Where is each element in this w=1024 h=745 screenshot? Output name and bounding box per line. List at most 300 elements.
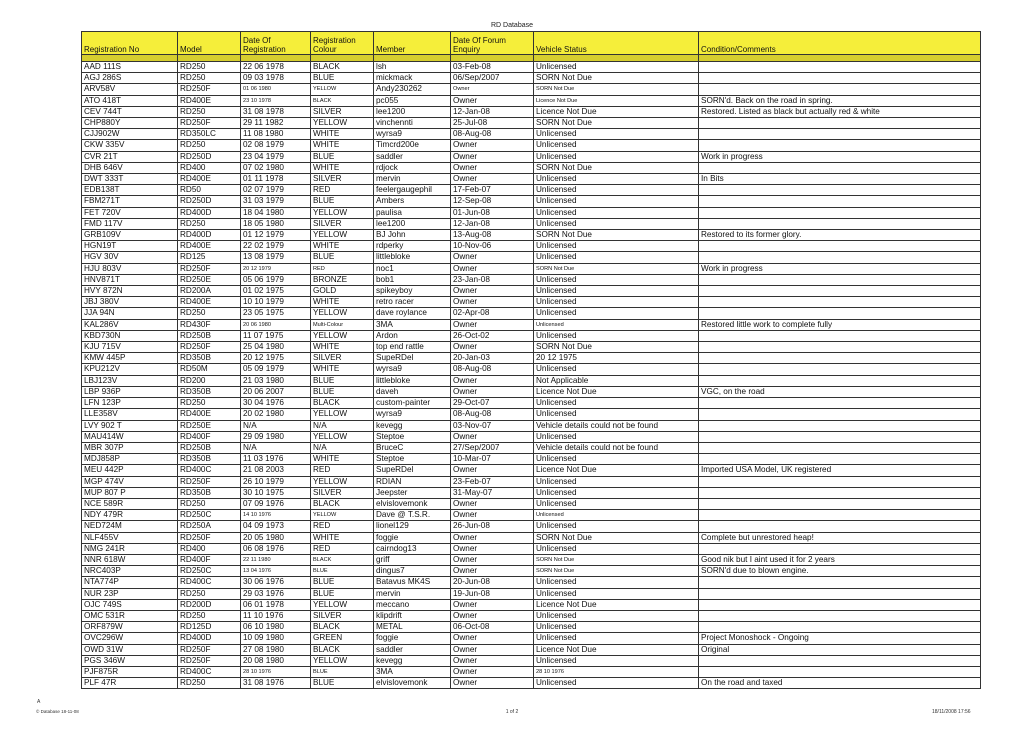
cell-date-of-registration: N/A xyxy=(241,420,311,431)
cell-date-of-registration: 30 04 1976 xyxy=(241,398,311,409)
cell-model: RD250F xyxy=(178,532,241,543)
cell-vehicle-status: Licence Not Due xyxy=(534,465,699,476)
cell-vehicle-status: Licence Not Due xyxy=(534,106,699,117)
cell-date-of-forum-enquiry: Owner xyxy=(451,678,534,689)
cell-vehicle-status: 20 12 1975 xyxy=(534,353,699,364)
cell-member: SupeRDel xyxy=(374,353,451,364)
cell-registration-colour: YELLOW xyxy=(311,330,374,341)
cell-date-of-registration: 01 12 1979 xyxy=(241,230,311,241)
print-date: 18/11/2008 17:56 xyxy=(932,709,971,715)
cell-registration-no: MDJ858P xyxy=(82,454,178,465)
cell-registration-colour: BLACK xyxy=(311,62,374,73)
cell-registration-no: DHB 646V xyxy=(82,162,178,173)
cell-member: BJ John xyxy=(374,230,451,241)
cell-date-of-registration: 09 03 1978 xyxy=(241,73,311,84)
cell-registration-colour: BLACK xyxy=(311,498,374,509)
cell-registration-colour: BLACK xyxy=(311,554,374,565)
cell-condition-comments xyxy=(699,666,981,677)
cell-vehicle-status: Unlicensed xyxy=(534,196,699,207)
cell-registration-colour: BLUE xyxy=(311,666,374,677)
cell-registration-no: CKW 335V xyxy=(82,140,178,151)
cell-condition-comments xyxy=(699,286,981,297)
cell-member: Ambers xyxy=(374,196,451,207)
cell-date-of-forum-enquiry: Owner xyxy=(451,554,534,565)
cell-registration-no: CEV 744T xyxy=(82,106,178,117)
table-row xyxy=(82,84,981,95)
cell-member: Dave @ T.S.R. xyxy=(374,510,451,521)
cell-model: RD250 xyxy=(178,140,241,151)
cell-date-of-registration: 30 10 1975 xyxy=(241,487,311,498)
cell-vehicle-status: 28 10 1976 xyxy=(534,666,699,677)
table-row xyxy=(82,532,981,543)
cell-registration-colour: YELLOW xyxy=(311,510,374,521)
cell-registration-colour: WHITE xyxy=(311,129,374,140)
cell-condition-comments xyxy=(699,610,981,621)
cell-date-of-forum-enquiry: Owner xyxy=(451,644,534,655)
table-row xyxy=(82,73,981,84)
cell-vehicle-status: Unlicensed xyxy=(534,543,699,554)
cell-date-of-forum-enquiry: 03-Nov-07 xyxy=(451,420,534,431)
cell-date-of-forum-enquiry: 17-Feb-07 xyxy=(451,185,534,196)
cell-vehicle-status: Unlicensed xyxy=(534,521,699,532)
cell-condition-comments xyxy=(699,185,981,196)
cell-date-of-registration: 26 10 1979 xyxy=(241,476,311,487)
cell-date-of-registration: 29 09 1980 xyxy=(241,431,311,442)
cell-condition-comments xyxy=(699,241,981,252)
cell-registration-no: NUR 23P xyxy=(82,588,178,599)
cell-date-of-forum-enquiry: 06/Sep/2007 xyxy=(451,73,534,84)
page-number: 1 of 2 xyxy=(505,709,519,715)
table-row xyxy=(82,666,981,677)
cell-member: retro racer xyxy=(374,297,451,308)
cell-condition-comments xyxy=(699,274,981,285)
cell-registration-no: CHP880Y xyxy=(82,118,178,129)
cell-date-of-registration: 31 03 1979 xyxy=(241,196,311,207)
table-row xyxy=(82,106,981,117)
cell-date-of-forum-enquiry: 26-Jun-08 xyxy=(451,521,534,532)
cell-model: RD400E xyxy=(178,174,241,185)
cell-condition-comments: In Bits xyxy=(699,174,981,185)
cell-model: RD250F xyxy=(178,655,241,666)
cell-registration-no: LBP 936P xyxy=(82,386,178,397)
cell-date-of-forum-enquiry: Owner xyxy=(451,140,534,151)
cell-member: daveh xyxy=(374,386,451,397)
cell-registration-colour: YELLOW xyxy=(311,476,374,487)
table-row xyxy=(82,610,981,621)
cell-condition-comments: Good nik but I aint used it for 2 years xyxy=(699,554,981,565)
cell-condition-comments: SORN'd due to blown engine. xyxy=(699,566,981,577)
table-row xyxy=(82,364,981,375)
cell-condition-comments xyxy=(699,454,981,465)
cell-registration-no: FMD 117V xyxy=(82,218,178,229)
cell-vehicle-status: Unlicensed xyxy=(534,286,699,297)
table-row xyxy=(82,319,981,330)
cell-vehicle-status: SORN Not Due xyxy=(534,162,699,173)
cell-registration-no: ATO 418T xyxy=(82,95,178,106)
cell-registration-colour: BLACK xyxy=(311,398,374,409)
footer-source: © Database 18-11-08 xyxy=(36,709,79,714)
cell-condition-comments xyxy=(699,442,981,453)
table-row xyxy=(82,375,981,386)
cell-vehicle-status: Unlicensed xyxy=(534,252,699,263)
cell-date-of-registration: 10 09 1980 xyxy=(241,633,311,644)
cell-registration-no: PJF875R xyxy=(82,666,178,677)
cell-member: top end rattle xyxy=(374,342,451,353)
cell-condition-comments xyxy=(699,543,981,554)
cell-member: kevegg xyxy=(374,655,451,666)
cell-registration-no: HGV 30V xyxy=(82,252,178,263)
cell-registration-no: CVR 21T xyxy=(82,151,178,162)
table-row xyxy=(82,286,981,297)
table-row xyxy=(82,151,981,162)
cell-model: RD250 xyxy=(178,610,241,621)
cell-condition-comments: Original xyxy=(699,644,981,655)
cell-member: wyrsa9 xyxy=(374,364,451,375)
cell-condition-comments xyxy=(699,364,981,375)
cell-model: RD125 xyxy=(178,252,241,263)
cell-model: RD125D xyxy=(178,622,241,633)
cell-condition-comments xyxy=(699,218,981,229)
cell-vehicle-status: SORN Not Due xyxy=(534,84,699,95)
cell-date-of-forum-enquiry: Owner xyxy=(451,297,534,308)
cell-date-of-forum-enquiry: Owner xyxy=(451,666,534,677)
cell-model: RD400D xyxy=(178,633,241,644)
cell-registration-no: JBJ 380V xyxy=(82,297,178,308)
cell-registration-no: KMW 445P xyxy=(82,353,178,364)
cell-vehicle-status: Unlicensed xyxy=(534,476,699,487)
cell-model: RD250F xyxy=(178,118,241,129)
cell-registration-no: LVY 902 T xyxy=(82,420,178,431)
cell-member: mervin xyxy=(374,588,451,599)
cell-registration-colour: BLUE xyxy=(311,196,374,207)
cell-registration-no: OMC 531R xyxy=(82,610,178,621)
cell-member: 3MA xyxy=(374,319,451,330)
cell-condition-comments xyxy=(699,140,981,151)
cell-date-of-forum-enquiry: 13-Aug-08 xyxy=(451,230,534,241)
cell-date-of-registration: 22 11 1980 xyxy=(241,554,311,565)
cell-date-of-forum-enquiry: Owner xyxy=(451,286,534,297)
cell-vehicle-status: Vehicle details could not be found xyxy=(534,420,699,431)
table-row xyxy=(82,644,981,655)
cell-condition-comments xyxy=(699,252,981,263)
cell-date-of-forum-enquiry: 23-Jan-08 xyxy=(451,274,534,285)
cell-date-of-registration: 07 02 1980 xyxy=(241,162,311,173)
cell-member: lee1200 xyxy=(374,218,451,229)
table-row xyxy=(82,633,981,644)
cell-date-of-registration: 11 03 1976 xyxy=(241,454,311,465)
cell-date-of-forum-enquiry: 01-Jun-08 xyxy=(451,207,534,218)
cell-member: kevegg xyxy=(374,420,451,431)
table-row xyxy=(82,241,981,252)
cell-date-of-forum-enquiry: 08-Aug-08 xyxy=(451,129,534,140)
cell-date-of-forum-enquiry: 19-Jun-08 xyxy=(451,588,534,599)
cell-date-of-forum-enquiry: Owner xyxy=(451,174,534,185)
cell-member: mickmack xyxy=(374,73,451,84)
cell-model: RD350B xyxy=(178,386,241,397)
cell-model: RD250A xyxy=(178,521,241,532)
cell-registration-no: OWD 31W xyxy=(82,644,178,655)
cell-member: pc055 xyxy=(374,95,451,106)
column-header-date-of-registration: Date Of Registration xyxy=(241,32,311,55)
cell-registration-colour: YELLOW xyxy=(311,431,374,442)
cell-member: Ardon xyxy=(374,330,451,341)
cell-member: foggie xyxy=(374,532,451,543)
cell-condition-comments xyxy=(699,342,981,353)
cell-model: RD50 xyxy=(178,185,241,196)
cell-model: RD350LC xyxy=(178,129,241,140)
cell-date-of-forum-enquiry: Owner xyxy=(451,151,534,162)
cell-registration-colour: BLUE xyxy=(311,588,374,599)
cell-registration-no: ORF879W xyxy=(82,622,178,633)
cell-date-of-forum-enquiry: Owner xyxy=(451,543,534,554)
cell-registration-colour: N/A xyxy=(311,420,374,431)
cell-date-of-registration: 07 09 1976 xyxy=(241,498,311,509)
cell-registration-no: MGP 474V xyxy=(82,476,178,487)
cell-member: rdjock xyxy=(374,162,451,173)
cell-model: RD250F xyxy=(178,476,241,487)
cell-date-of-forum-enquiry: 25-Jul-08 xyxy=(451,118,534,129)
cell-member: vinchennti xyxy=(374,118,451,129)
cell-registration-colour: WHITE xyxy=(311,241,374,252)
cell-registration-no: FBM271T xyxy=(82,196,178,207)
cell-registration-colour: RED xyxy=(311,185,374,196)
cell-date-of-registration: 20 06 1980 xyxy=(241,319,311,330)
cell-registration-colour: YELLOW xyxy=(311,308,374,319)
table-row xyxy=(82,129,981,140)
cell-member: 3MA xyxy=(374,666,451,677)
cell-registration-colour: RED xyxy=(311,465,374,476)
cell-vehicle-status: Vehicle details could not be found xyxy=(534,442,699,453)
cell-registration-no: EDB138T xyxy=(82,185,178,196)
cell-vehicle-status: SORN Not Due xyxy=(534,118,699,129)
cell-model: RD400E xyxy=(178,241,241,252)
cell-member: klipdrift xyxy=(374,610,451,621)
header-row xyxy=(82,32,981,55)
cell-vehicle-status: Unlicensed xyxy=(534,151,699,162)
cell-vehicle-status: Unlicensed xyxy=(534,431,699,442)
cell-registration-no: MBR 307P xyxy=(82,442,178,453)
cell-registration-colour: WHITE xyxy=(311,364,374,375)
column-header-registration-no: Registration No xyxy=(82,32,178,55)
cell-date-of-registration: 27 08 1980 xyxy=(241,644,311,655)
table-row xyxy=(82,465,981,476)
cell-member: mervin xyxy=(374,174,451,185)
cell-vehicle-status: Unlicensed xyxy=(534,588,699,599)
cell-date-of-forum-enquiry: Owner xyxy=(451,162,534,173)
column-header-vehicle-status: Vehicle Status xyxy=(534,32,699,55)
cell-model: RD250D xyxy=(178,151,241,162)
cell-member: noc1 xyxy=(374,263,451,274)
cell-vehicle-status: Unlicensed xyxy=(534,297,699,308)
cell-member: Jeepster xyxy=(374,487,451,498)
cell-date-of-registration: 01 02 1975 xyxy=(241,286,311,297)
table-row xyxy=(82,622,981,633)
cell-registration-colour: BLACK xyxy=(311,644,374,655)
cell-registration-colour: WHITE xyxy=(311,342,374,353)
cell-date-of-forum-enquiry: Owner xyxy=(451,252,534,263)
cell-date-of-forum-enquiry: 12-Sep-08 xyxy=(451,196,534,207)
cell-registration-colour: SILVER xyxy=(311,106,374,117)
cell-model: RD400C xyxy=(178,465,241,476)
cell-registration-colour: BLUE xyxy=(311,151,374,162)
cell-model: RD250 xyxy=(178,218,241,229)
cell-vehicle-status: Unlicensed xyxy=(534,610,699,621)
cell-vehicle-status: Unlicensed xyxy=(534,487,699,498)
table-row xyxy=(82,431,981,442)
cell-date-of-forum-enquiry: Owner xyxy=(451,599,534,610)
cell-registration-no: HGN19T xyxy=(82,241,178,252)
column-header-registration-colour: Registration Colour xyxy=(311,32,374,55)
cell-member: lsh xyxy=(374,62,451,73)
column-header-member: Member xyxy=(374,32,451,55)
cell-condition-comments xyxy=(699,420,981,431)
cell-model: RD200A xyxy=(178,286,241,297)
table-row xyxy=(82,196,981,207)
cell-date-of-registration: 29 11 1982 xyxy=(241,118,311,129)
cell-vehicle-status: Unlicensed xyxy=(534,140,699,151)
cell-date-of-forum-enquiry: Owner xyxy=(451,465,534,476)
cell-condition-comments xyxy=(699,84,981,95)
cell-vehicle-status: Unlicensed xyxy=(534,364,699,375)
cell-registration-colour: GREEN xyxy=(311,633,374,644)
cell-vehicle-status: Unlicensed xyxy=(534,398,699,409)
cell-registration-no: NMG 241R xyxy=(82,543,178,554)
cell-registration-no: OVC296W xyxy=(82,633,178,644)
cell-vehicle-status: SORN Not Due xyxy=(534,566,699,577)
cell-model: RD400E xyxy=(178,409,241,420)
table-row xyxy=(82,476,981,487)
cell-vehicle-status: Unlicensed xyxy=(534,577,699,588)
cell-date-of-forum-enquiry: Owner xyxy=(451,431,534,442)
cell-date-of-registration: 18 05 1980 xyxy=(241,218,311,229)
cell-registration-no: NED724M xyxy=(82,521,178,532)
cell-date-of-registration: 11 08 1980 xyxy=(241,129,311,140)
cell-date-of-forum-enquiry: Owner xyxy=(451,375,534,386)
cell-member: elvislovemonk xyxy=(374,678,451,689)
cell-member: wyrsa9 xyxy=(374,129,451,140)
table-row xyxy=(82,207,981,218)
cell-condition-comments xyxy=(699,487,981,498)
cell-registration-no: ARV58V xyxy=(82,84,178,95)
table-row xyxy=(82,218,981,229)
cell-model: RD250 xyxy=(178,106,241,117)
cell-date-of-forum-enquiry: Owner xyxy=(451,319,534,330)
cell-registration-no: NCE 589R xyxy=(82,498,178,509)
cell-registration-no: KJU 715V xyxy=(82,342,178,353)
cell-member: paulisa xyxy=(374,207,451,218)
table-row xyxy=(82,353,981,364)
cell-date-of-forum-enquiry: Owner xyxy=(451,510,534,521)
cell-date-of-registration: 22 02 1979 xyxy=(241,241,311,252)
cell-date-of-forum-enquiry: Owner xyxy=(451,610,534,621)
cell-vehicle-status: Unlicensed xyxy=(534,454,699,465)
cell-registration-no: HVY 872N xyxy=(82,286,178,297)
table-row xyxy=(82,442,981,453)
cell-date-of-registration: 10 10 1979 xyxy=(241,297,311,308)
cell-registration-no: LLE358V xyxy=(82,409,178,420)
cell-vehicle-status: SORN Not Due xyxy=(534,73,699,84)
cell-condition-comments xyxy=(699,330,981,341)
cell-date-of-registration: 06 01 1978 xyxy=(241,599,311,610)
cell-registration-colour: YELLOW xyxy=(311,409,374,420)
cell-date-of-registration: 20 12 1979 xyxy=(241,263,311,274)
cell-registration-no: AGJ 286S xyxy=(82,73,178,84)
cell-condition-comments xyxy=(699,599,981,610)
cell-registration-colour: YELLOW xyxy=(311,207,374,218)
cell-registration-colour: SILVER xyxy=(311,218,374,229)
cell-date-of-forum-enquiry: Owner xyxy=(451,633,534,644)
cell-member: littlebloke xyxy=(374,375,451,386)
cell-member: dingus7 xyxy=(374,566,451,577)
cell-model: RD250 xyxy=(178,398,241,409)
cell-condition-comments xyxy=(699,510,981,521)
cell-model: RD250B xyxy=(178,330,241,341)
cell-registration-colour: BLUE xyxy=(311,252,374,263)
cell-date-of-registration: 18 04 1980 xyxy=(241,207,311,218)
cell-registration-colour: RED xyxy=(311,521,374,532)
table-row xyxy=(82,230,981,241)
cell-registration-no: NTA774P xyxy=(82,577,178,588)
cell-date-of-registration: 30 06 1976 xyxy=(241,577,311,588)
cell-condition-comments xyxy=(699,521,981,532)
cell-model: RD400 xyxy=(178,162,241,173)
cell-registration-colour: WHITE xyxy=(311,140,374,151)
cell-condition-comments xyxy=(699,588,981,599)
cell-date-of-registration: 31 08 1976 xyxy=(241,678,311,689)
cell-member: saddler xyxy=(374,151,451,162)
cell-registration-no: MAU414W xyxy=(82,431,178,442)
cell-registration-colour: Multi-Colour xyxy=(311,319,374,330)
vehicle-table xyxy=(81,31,981,689)
table-row xyxy=(82,140,981,151)
cell-date-of-registration: 23 05 1975 xyxy=(241,308,311,319)
cell-model: RD250E xyxy=(178,274,241,285)
cell-date-of-forum-enquiry: Owner xyxy=(451,532,534,543)
cell-condition-comments xyxy=(699,498,981,509)
table-row xyxy=(82,274,981,285)
cell-condition-comments xyxy=(699,398,981,409)
cell-model: RD250C xyxy=(178,510,241,521)
cell-vehicle-status: Unlicensed xyxy=(534,274,699,285)
cell-member: dave roylance xyxy=(374,308,451,319)
cell-vehicle-status: Unlicensed xyxy=(534,678,699,689)
cell-registration-colour: RED xyxy=(311,263,374,274)
cell-registration-no: KPU212V xyxy=(82,364,178,375)
cell-model: RD400C xyxy=(178,577,241,588)
cell-registration-colour: BRONZE xyxy=(311,274,374,285)
column-header-date-of-forum-enquiry: Date Of Forum Enquiry xyxy=(451,32,534,55)
cell-registration-colour: BLACK xyxy=(311,622,374,633)
cell-registration-no: MUP 807 P xyxy=(82,487,178,498)
cell-date-of-forum-enquiry: 20-Jun-08 xyxy=(451,577,534,588)
cell-registration-colour: SILVER xyxy=(311,353,374,364)
cell-model: RD200D xyxy=(178,599,241,610)
cell-model: RD250 xyxy=(178,308,241,319)
cell-date-of-registration: 13 04 1976 xyxy=(241,566,311,577)
cell-model: RD400D xyxy=(178,207,241,218)
cell-member: SupeRDel xyxy=(374,465,451,476)
cell-vehicle-status: Licence Not Due xyxy=(534,599,699,610)
cell-member: feelergaugephil xyxy=(374,185,451,196)
cell-condition-comments xyxy=(699,375,981,386)
cell-model: RD200 xyxy=(178,375,241,386)
cell-registration-no: PGS 346W xyxy=(82,655,178,666)
cell-registration-colour: WHITE xyxy=(311,532,374,543)
cell-member: elvislovemonk xyxy=(374,498,451,509)
cell-condition-comments xyxy=(699,476,981,487)
cell-model: RD250 xyxy=(178,73,241,84)
cell-model: RD400F xyxy=(178,431,241,442)
